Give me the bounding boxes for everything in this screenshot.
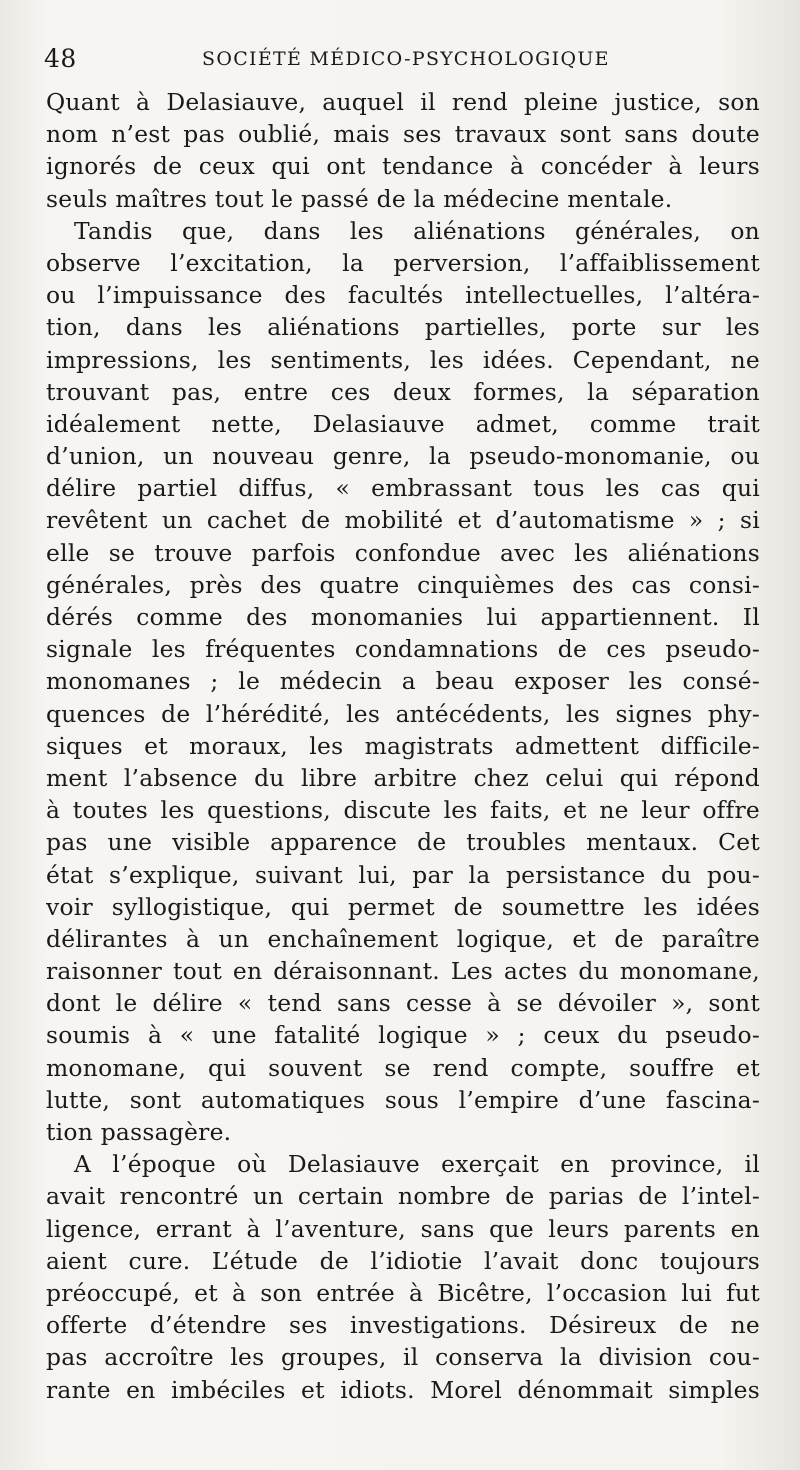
text-line: rante en imbéciles et idiots. Morel dénommait simples bbox=[46, 1375, 760, 1404]
text-line: générales, près des quatre cinquièmes des cas consi- bbox=[46, 570, 760, 599]
running-head: SOCIÉTÉ MÉDICO-PSYCHOLOGIQUE bbox=[202, 48, 610, 70]
text-line: observe l’excitation, la perversion, l’affaiblissement bbox=[46, 248, 760, 277]
text-line: nom n’est pas oublié, mais ses travaux sont sans doute bbox=[46, 120, 760, 149]
text-line: tion, dans les aliénations partielles, porte sur les bbox=[46, 313, 760, 342]
text-line: trouvant pas, entre ces deux formes, la séparation bbox=[46, 377, 760, 406]
page-header bbox=[44, 38, 760, 78]
text-line: A l’époque où Delasiauve exerçait en province, il bbox=[74, 1150, 760, 1179]
text-line: signale les fréquentes condamnations de ces pseudo- bbox=[46, 635, 760, 664]
text-line: délire partiel diffus, « embrassant tous les cas qui bbox=[46, 474, 760, 503]
text-line: elle se trouve parfois confondue avec les aliénations bbox=[46, 538, 760, 567]
text-line: ligence, errant à l’aventure, sans que leurs parents en bbox=[46, 1214, 760, 1243]
text-line: pas une visible apparence de troubles mentaux. Cet bbox=[46, 828, 760, 857]
text-line: raisonner tout en déraisonnant. Les actes du monomane, bbox=[46, 957, 760, 986]
text-line: dérés comme des monomanies lui appartiennent. Il bbox=[46, 603, 760, 631]
text-line: voir syllogistique, qui permet de soumettre les idées bbox=[46, 892, 760, 921]
text-line: lutte, sont automatiques sous l’empire d’une fascina- bbox=[46, 1085, 760, 1114]
text-line: ignorés de ceux qui ont tendance à concéder à leurs bbox=[46, 152, 760, 181]
text-line: monomanes ; le médecin a beau exposer les consé- bbox=[46, 667, 760, 696]
text-line: d’union, un nouveau genre, la pseudo-monomanie, ou bbox=[46, 442, 760, 471]
text-line: offerte d’étendre ses investigations. Désireux de ne bbox=[46, 1311, 760, 1340]
text-line: Tandis que, dans les aliénations générales, on bbox=[74, 216, 760, 245]
text-line: aient cure. L’étude de l’idiotie l’avait donc toujours bbox=[46, 1246, 760, 1275]
text-line: seuls maîtres tout le passé de la médecine mentale. bbox=[46, 184, 673, 213]
text-line: préoccupé, et à son entrée à Bicêtre, l’occasion lui fut bbox=[46, 1278, 760, 1307]
text-line: dont le délire « tend sans cesse à se dévoiler », sont bbox=[46, 989, 760, 1018]
text-line: soumis à « une fatalité logique » ; ceux du pseudo- bbox=[46, 1021, 760, 1050]
text-line: quences de l’hérédité, les antécédents, les signes phy- bbox=[46, 699, 760, 728]
text-line: ment l’absence du libre arbitre chez celui qui répond bbox=[46, 763, 760, 792]
text-line: état s’explique, suivant lui, par la persistance du pou- bbox=[46, 860, 760, 889]
text-line: avait rencontré un certain nombre de parias de l’intel- bbox=[46, 1182, 760, 1211]
text-line: tion passagère. bbox=[46, 1118, 232, 1146]
text-line: délirantes à un enchaînement logique, et de paraître bbox=[46, 924, 760, 953]
text-line: à toutes les questions, discute les faits, et ne leur offre bbox=[46, 796, 760, 825]
text-line: monomane, qui souvent se rend compte, souffre et bbox=[46, 1053, 760, 1082]
text-line: impressions, les sentiments, les idées. Cependant, ne bbox=[46, 345, 760, 374]
page-number: 48 bbox=[44, 44, 77, 73]
text-line: revêtent un cachet de mobilité et d’automatisme » ; si bbox=[46, 506, 760, 535]
body-text bbox=[46, 86, 760, 1406]
text-line: Quant à Delasiauve, auquel il rend pleine justice, son bbox=[46, 88, 760, 116]
text-line: ou l’impuissance des facultés intellectuelles, l’altéra- bbox=[46, 281, 760, 310]
text-line: siques et moraux, les magistrats admettent difficile- bbox=[46, 731, 760, 760]
text-line: idéalement nette, Delasiauve admet, comme trait bbox=[46, 409, 760, 438]
text-line: pas accroître les groupes, il conserva la division cou- bbox=[46, 1343, 760, 1372]
